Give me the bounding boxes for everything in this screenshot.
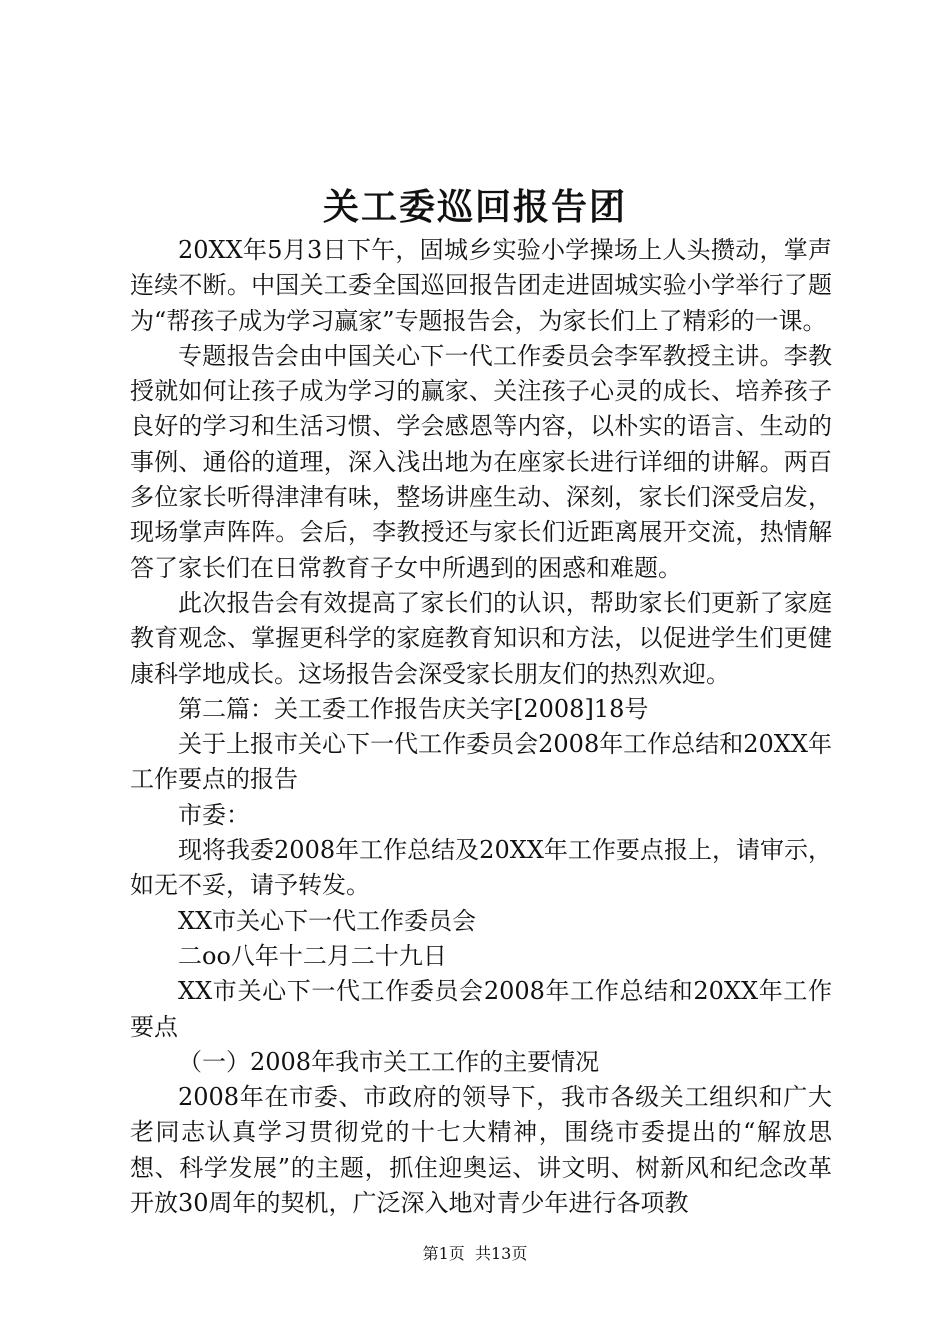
page-total: 共13页 xyxy=(474,1244,528,1263)
page-number: 第1页 xyxy=(422,1244,465,1263)
report-request: 现将我委2008年工作总结及20XX年工作要点报上，请审示，如无不妥，请予转发。 xyxy=(130,836,832,900)
report-addressee: 市委： xyxy=(178,800,250,829)
report-signatory: XX市关心下一代工作委员会 xyxy=(178,906,477,935)
paragraph-2008-work: 2008年在市委、市政府的领导下，我市各级关工组织和广大老同志认真学习贯彻党的十七大精神，围绕市委提出的“解放思想、科学发展”的主题，抓住迎奥运、讲文明、树新风和纪念改革开放30周年的契机，广泛深入地对青少年进行各项教 xyxy=(130,1083,832,1218)
section-heading-part-two: 第二篇：关工委工作报告庆关字[2008]18号 xyxy=(178,694,649,723)
paragraph-lecture: 专题报告会由中国关心下一代工作委员会李军教授主讲。李教授就如何让孩子成为学习的赢家、关注孩子心灵的成长、培养孩子良好的学习和生活习惯、学会感恩等内容，以朴实的语言、生动的事例、通俗的道理，深入浅出地为在座家长进行详细的讲解。两百多位家长听得津津有味，整场讲座生动、深刻，家长们深受启发，现场掌声阵阵。会后，李教授还与家长们近距离展开交流，热情解答了家长们在日常教育子女中所遇到的困惑和难题。 xyxy=(130,341,832,582)
document-body xyxy=(130,233,832,1221)
section-heading-one: （一）2008年我市关工工作的主要情况 xyxy=(178,1047,600,1076)
report-date: 二oo八年十二月二十九日 xyxy=(178,941,447,970)
paragraph-effect: 此次报告会有效提高了家长们的认识，帮助家长们更新了家庭教育观念、掌握更科学的家庭教育知识和方法，以促进学生们更健康科学地成长。这场报告会深受家长朋友们的热烈欢迎。 xyxy=(130,588,832,688)
report-subject: 关于上报市关心下一代工作委员会2008年工作总结和20XX年工作要点的报告 xyxy=(130,730,832,794)
document-title: 关工委巡回报告团 xyxy=(322,186,627,228)
page-footer xyxy=(0,1243,950,1265)
summary-title: XX市关心下一代工作委员会2008年工作总结和20XX年工作要点 xyxy=(130,977,832,1041)
paragraph-intro: 20XX年5月3日下午，固城乡实验小学操场上人头攒动，掌声连续不断。中国关工委全国巡回报告团走进固城实验小学举行了题为“帮孩子成为学习赢家”专题报告会，为家长们上了精彩的一课。 xyxy=(130,236,832,335)
